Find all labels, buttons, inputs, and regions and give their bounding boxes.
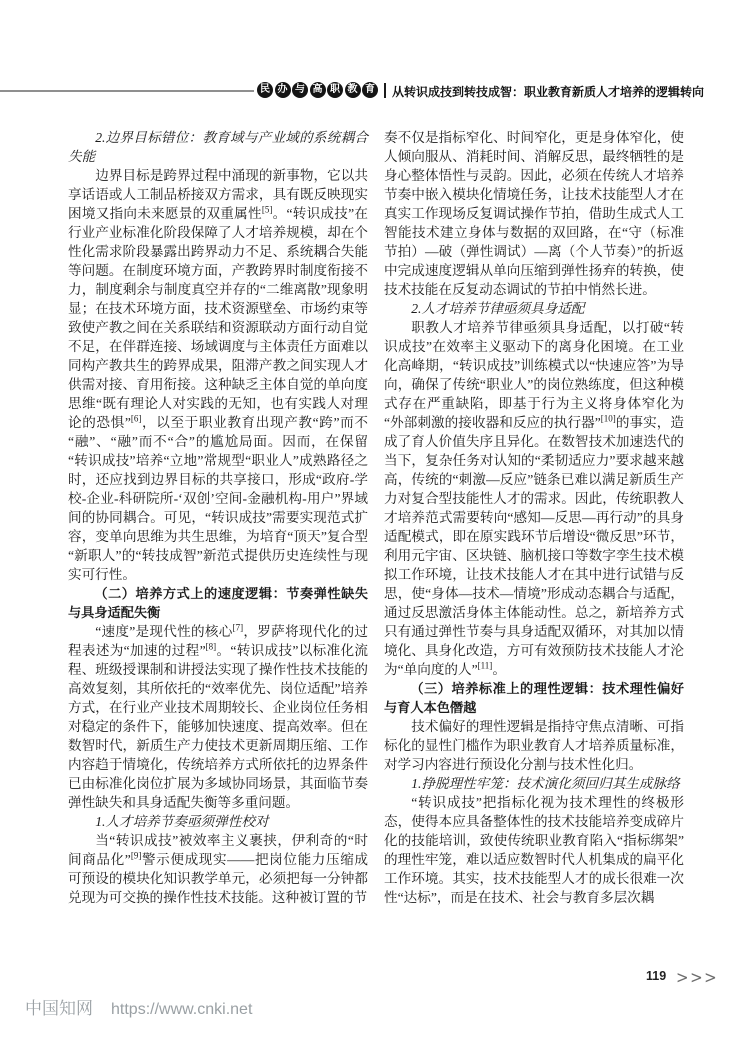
right-column — [384, 128, 684, 907]
chevron-icons: >>> — [676, 966, 719, 988]
journal-section-badge — [257, 82, 378, 98]
section-heading: （二）培养方式上的速度逻辑：节奏弹性缺失与具身适配失衡 — [68, 586, 368, 620]
left-column — [68, 128, 368, 907]
body-paragraph: “速度”是现代性的核心[7]，罗萨将现代化的过程表述为“加速的过程”[8]。“转识成技”以标准化流程、班级授课制和讲授法实现了操作性技术技能的高效复刻，其所依托的“效率优先、岗位适配”培养方式，在行业产业技术周期较长、企业岗位任务相对稳定的条件下，能够加快速度、提高效率。但在数智时代，新质生产力使技术更新周期压缩、工作内容趋于情境化，传统培养方式所依托的边界条件已由标准化岗位扩展为多域协同场景，其面临节奏弹性缺失和具身适配失衡等多重问题。 — [68, 622, 368, 810]
watermark-url: https://www.cnki.net — [111, 1001, 253, 1018]
page-number: 119 — [646, 969, 667, 983]
badge-char-icon: 教 — [345, 82, 361, 98]
cnki-watermark — [25, 994, 252, 1019]
section-heading: 2.边界目标错位：教育域与产业域的系统耦合失能 — [68, 130, 368, 164]
badge-char-icon: 高 — [310, 82, 326, 98]
running-head-title: 从转识成技到转技成智：职业教育新质人才培养的逻辑转向 — [392, 85, 705, 99]
body-paragraph: 边界目标是跨界过程中涌现的新事物，它以共享话语或人工制品桥接双方需求，具有既反映现实困境又指向未来愿景的双重属性[5]。“转识成技”在行业产业标准化阶段保障了人才培养规模，却在个性化需求阶段暴露出跨界动力不足、系统耦合失能等问题。在制度环境方面，产教跨界时制度衔接不力，制度剩余与制度真空并存的“二维离散”现象明显；在技术环境方面，技术资源壁垒、市场约束等致使产教之间在关系联结和资源联动方面行动自觉不足，在伴群连接、场域调度与主体责任方面难以同构产教共生的跨界成果，阻滞产教之间实现人才供需对接、育用衔接。这种缺乏主体自觉的单向度思维“既有理论人对实践的无知，也有实践人对理论的恐惧”[6]，以至于职业教育出现产教“跨”而不“融”、“融”而不“合”的尴尬局面。因而，在保留“转识成技”培养“立地”常规型“职业人”成熟路径之时，还应找到边界目标的共享接口，形成“政府-学校-企业-科研院所-‘双创’空间-金融机构-用户”界域间的协同耦合。可见，“转识成技”需要实现范式扩容，变单向思维为共生思维，为培育“顶天”复合型“新职人”的“转技成智”新范式提供历史连续性与现实可行性。 — [68, 168, 368, 582]
badge-char-icon: 职 — [327, 82, 343, 98]
badge-char-icon: 与 — [292, 82, 308, 98]
section-heading: （三）培养标准上的理性逻辑：技术理性偏好与育人本色僭越 — [384, 681, 684, 715]
body-paragraph: 技术偏好的理性逻辑是指持守焦点清晰、可指标化的显性门槛作为职业教育人才培养质量标准，对学习内容进行预设化分割与技术性化归。 — [384, 719, 684, 772]
header-divider — [384, 83, 386, 98]
body-paragraph: 职教人才培养节律亟须具身适配，以打破“转识成技”在效率主义驱动下的离身化困境。在工业化高峰期，“转识成技”训练模式以“快速应答”为导向，确保了传统“职业人”的岗位熟练度，但这种模式存在严重缺陷，即基于行为主义将身体窄化为“外部刺激的接收器和反应的执行器”[10]的事实，造成了育人价值失序且异化。在数智技术加速迭代的当下，复杂任务对认知的“柔韧适应力”要求越来越高，传统的“刺激—反应”链条已难以满足新质生产力对复合型技能性人才的需求。因此，传统职教人才培养范式需要转向“感知—反思—再行动”的具身适配模式，即在原实践环节后增设“微反思”环节，利用元宇宙、区块链、脑机接口等数字孪生技术模拟工作环境，让技术技能人才在其中进行试错与反思，使“身体—技术—情境”形成动态耦合与适配，通过反思激活身体主体能动性。总之，新培养方式只有通过弹性节奏与具身适配双循环，对其加以情境化、具身化改造，方可有效预防技术技能人才沦为“单向度的人”[11]。 — [384, 320, 684, 677]
section-heading: 1.人才培养节奏亟须弹性校对 — [95, 814, 269, 829]
body-paragraph: “转识成技”把指标化视为技术理性的终极形态，使得本应具备整体性的技术技能培养变成碎片化的技能培训，致使传统职业教育陷入“指标绑架”的理性牢笼，难以适应数智时代人机集成的扁平化工作环境。其实，技术技能型人才的成长很难一次性“达标”，而是在技术、社会与教育多层次耦 — [384, 795, 684, 905]
section-heading: 1.挣脱理性牢笼：技术演化须回归其生成脉络 — [411, 776, 680, 791]
badge-char-icon: 办 — [275, 82, 291, 98]
badge-char-icon: 育 — [362, 82, 378, 98]
body-paragraph: 奏不仅是指标窄化、时间窄化，更是身体窄化，使人倾向服从、消耗时间、消解反思，最终牺牲的是身心整体悟性与灵韵。因此，必须在传统人才培养节奏中嵌入模块化情境任务，让技术技能型人才在真实工作现场反复调试操作节拍，借助生成式人工智能技术建立身体与数据的双回路，在“守（标准节拍）—破（弹性调试）—离（个人节奏）”的折返中完成速度逻辑从单向压缩到弹性扬弃的转换，使技术技能在反复动态调试的节拍中悄然长进。 — [384, 130, 684, 297]
section-heading: 2.人才培养节律亟须具身适配 — [411, 301, 585, 316]
header-rule — [0, 90, 254, 92]
body-paragraph: 当“转识成技”被效率主义裹挟，伊利奇的“时间商品化”[9]警示便成现实——把岗位能力压缩成可预设的模块化知识教学单元，必须把每一分钟都兑现为可交换的操作性技术技能。这种被订置的节 — [68, 833, 368, 905]
watermark-site-name: 中国知网 — [25, 999, 93, 1018]
badge-char-icon: 民 — [257, 82, 273, 98]
